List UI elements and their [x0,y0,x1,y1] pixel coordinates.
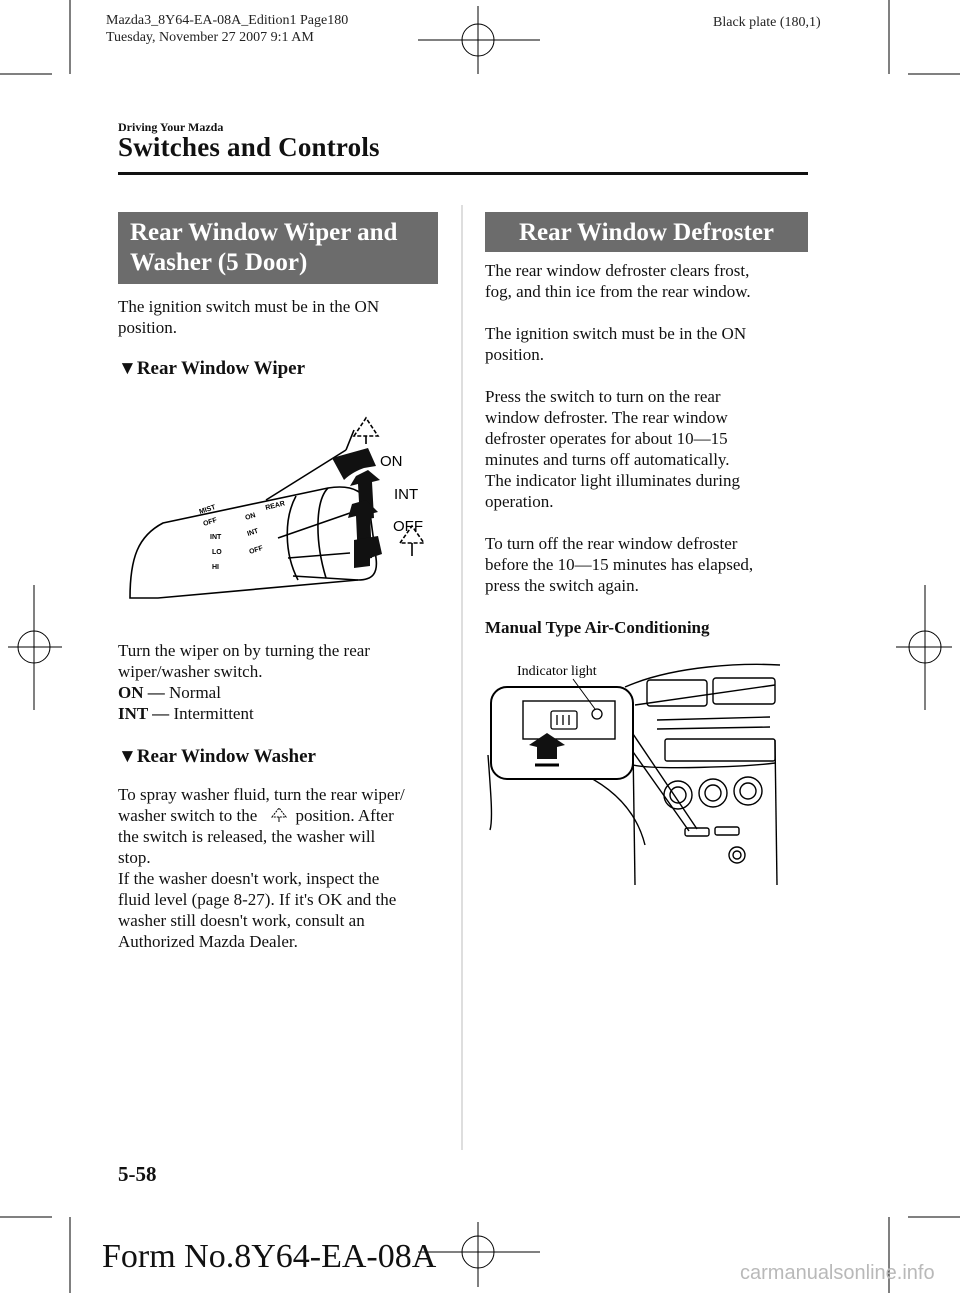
stalk-label-int: INT [210,534,222,541]
stalk-label-off: OFF [202,516,218,528]
defroster-text: The rear window defroster clears frost, fog, and thin ice from the rear window. The ignition switch must be in the ON position. Press the switch to turn on the rear window defroster. The rear window defroster operates for about 10―15 minutes and turns off automatically. The indicator light illuminates during operation. To turn off the rear window defroster before the 10―15 minutes has elapsed, press the switch again. Manual Type Air-Conditioning [485,260,815,638]
rear-defroster-heading: Rear Window Defroster [485,212,808,252]
page-number: 5-58 [118,1162,157,1186]
indicator-light-label: Indicator light [517,664,597,679]
washer-icon [268,807,290,823]
ac-type-label: Manual Type Air-Conditioning [485,618,710,637]
plate-info: Black plate (180,1) [713,15,821,30]
file-info: Mazda3_8Y64-EA-08A_Edition1 Page180 [106,13,349,28]
rear-wiper-heading: Rear Window Wiper and Washer (5 Door) [118,212,438,284]
rear-washer-subheading: ▼Rear Window Washer [118,746,316,767]
wiper-instructions: Turn the wiper on by turning the rear wiper/washer switch. ON — Normal INT — Intermittent [118,640,448,724]
stalk-label-mist: MIST [198,504,217,516]
washer-instructions: To spray washer fluid, turn the rear wiper/ washer switch to the position. After the switch is released, the washer will stop. If the washer doesn't work, inspect the fluid level (page 8-27). If it's OK and the washer still doesn't work, consult an Authorized Mazda Dealer. [118,785,405,951]
position-label-int: INT [394,486,419,503]
wiper-switch-figure [118,408,448,613]
stalk-label-hi: HI [212,564,219,571]
stalk-label-int2: INT [246,527,260,538]
stalk-label-on: ON [244,512,257,522]
definition-int: INT — Intermittent [118,704,254,723]
watermark: carmanualsonline.info [740,1262,935,1284]
ac-panel-figure [485,645,785,890]
triangle-icon: ▼ [118,746,137,767]
position-label-off: OFF [393,518,423,535]
section-title: Driving Your Mazda [118,120,224,134]
stalk-label-off2: OFF [248,544,264,556]
rear-wiper-subheading: ▼Rear Window Wiper [118,358,306,379]
header-rule [118,172,808,175]
ignition-note: The ignition switch must be in the ON position. [118,297,380,337]
form-number: Form No.8Y64-EA-08A [102,1238,437,1275]
stalk-label-lo: LO [212,549,222,556]
print-date: Tuesday, November 27 2007 9:1 AM [106,30,314,45]
definition-on: ON — Normal [118,683,221,702]
stalk-label-rear: REAR [264,500,286,512]
triangle-icon: ▼ [118,358,137,379]
chapter-title: Switches and Controls [118,132,380,162]
position-label-on: ON [380,453,403,470]
